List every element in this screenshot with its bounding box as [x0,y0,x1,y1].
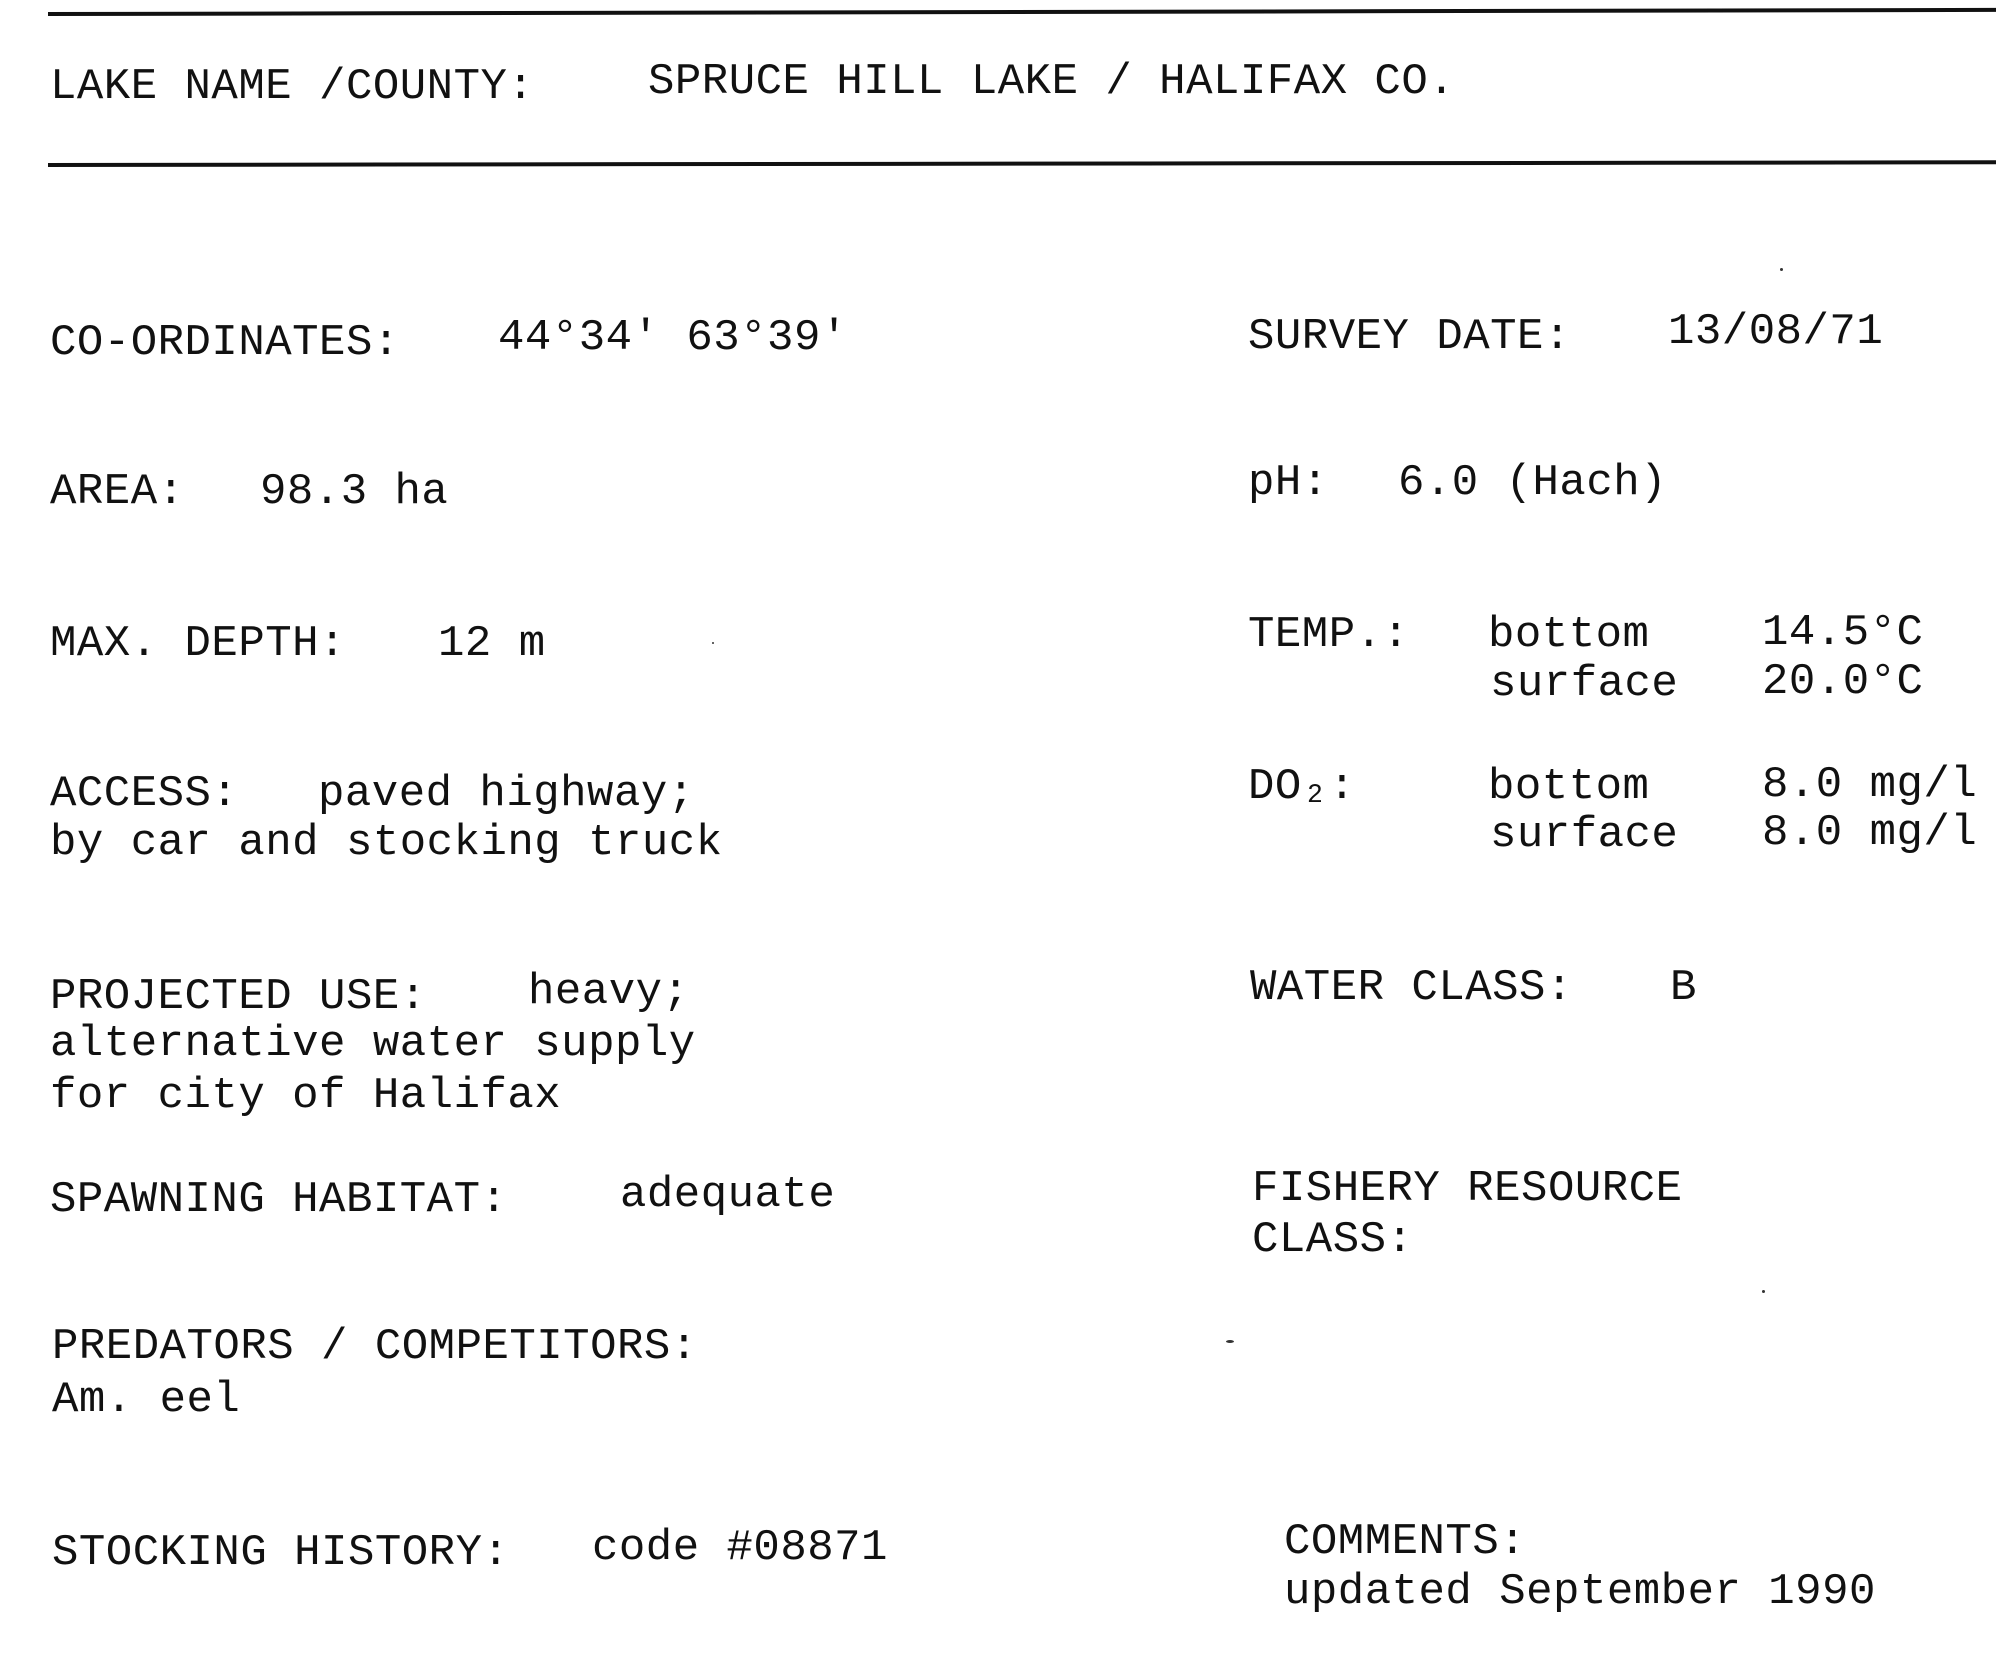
do2-surface-value: 8.0 mg/l [1762,808,1978,858]
projected-use-line1: heavy; [528,967,690,1017]
temp-bottom-value: 14.5°C [1762,608,1924,658]
predators-value: Am. eel [52,1375,241,1425]
projected-use-line2: alternative water supply [50,1019,696,1069]
area-value: 98.3 ha [260,467,449,517]
do2-bottom-value: 8.0 mg/l [1762,760,1978,810]
access-value-line2: by car and stocking truck [50,818,723,868]
access-label: ACCESS: [50,769,239,819]
do2-label: DO₂: [1248,762,1356,812]
ph-value: 6.0 (Hach) [1398,458,1668,508]
temp-surface-value: 20.0°C [1762,657,1924,707]
scan-speck [1226,1340,1234,1343]
max-depth-label: MAX. DEPTH: [50,619,346,669]
scan-speck [1762,1290,1765,1293]
fishery-resource-label-line1: FISHERY RESOURCE [1252,1164,1683,1214]
do2-bottom-label: bottom [1488,762,1650,812]
survey-date-value: 13/08/71 [1668,307,1884,357]
temp-surface-label: surface [1490,659,1679,709]
projected-use-label: PROJECTED USE: [50,972,427,1022]
stocking-history-value: code #08871 [592,1523,888,1573]
lake-name-label: LAKE NAME /COUNTY: [50,62,535,112]
scan-speck [712,642,714,644]
projected-use-line3: for city of Halifax [50,1071,562,1121]
water-class-label: WATER CLASS: [1250,963,1573,1013]
coordinates-label: CO-ORDINATES: [50,318,400,368]
max-depth-value: 12 m [438,619,546,669]
access-value-line1: paved highway; [318,769,695,819]
stocking-history-label: STOCKING HISTORY: [52,1528,510,1578]
scan-speck [1780,268,1783,271]
ph-label: pH: [1248,458,1329,508]
survey-date-label: SURVEY DATE: [1248,312,1571,362]
area-label: AREA: [50,467,185,517]
temp-label: TEMP.: [1248,610,1410,660]
coordinates-value: 44°34' 63°39' [498,313,848,363]
do2-surface-label: surface [1490,810,1679,860]
top-rule [48,8,1996,16]
predators-label: PREDATORS / COMPETITORS: [52,1322,698,1372]
spawning-habitat-label: SPAWNING HABITAT: [50,1175,508,1225]
fishery-resource-label-line2: CLASS: [1252,1215,1414,1265]
temp-bottom-label: bottom [1488,610,1650,660]
water-class-value: B [1670,963,1697,1013]
header-rule [48,160,1996,167]
lake-name-value: SPRUCE HILL LAKE / HALIFAX CO. [648,57,1456,107]
spawning-habitat-value: adequate [620,1170,836,1220]
comments-label: COMMENTS: [1284,1517,1527,1567]
comments-value: updated September 1990 [1284,1567,1876,1617]
